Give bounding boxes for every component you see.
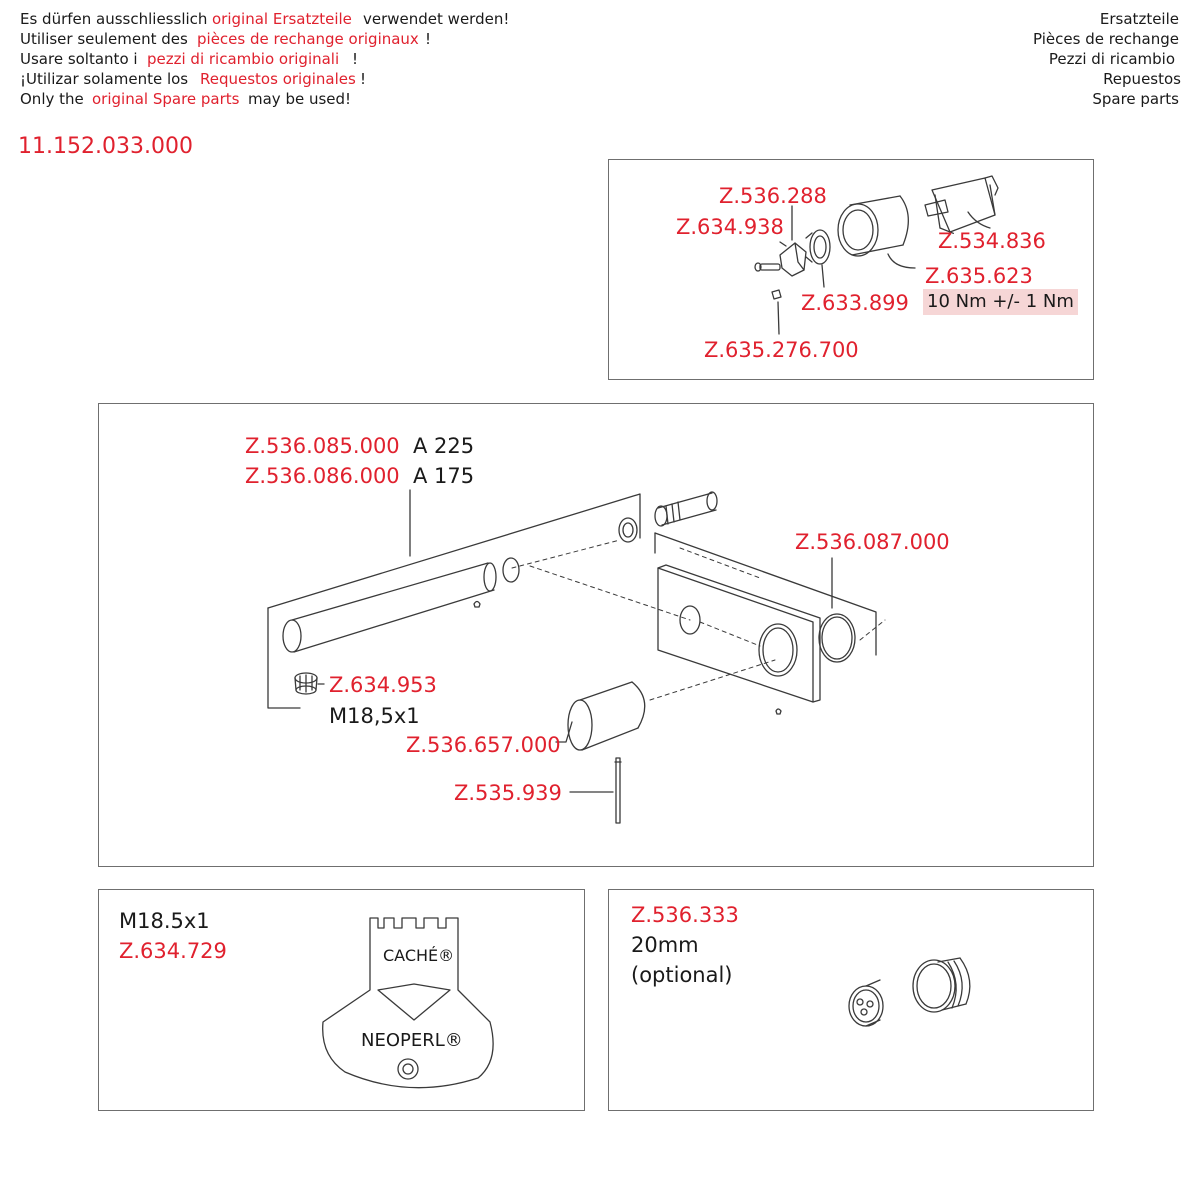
key-brand-cache: CACHÉ® (383, 946, 455, 965)
article-number: 11.152.033.000 (18, 134, 193, 159)
extension-size: 20mm (631, 933, 699, 957)
inlet-ring-drawing (619, 518, 637, 542)
label-spout-a175: Z.536.086.000 (245, 464, 400, 488)
label-key-part: Z.634.729 (119, 939, 227, 963)
nut-ring-drawing (806, 230, 830, 264)
torque-spec: 10 Nm +/- 1 Nm (927, 291, 1074, 312)
leader-z635623 (888, 254, 915, 268)
notice-line-en: Only the original Spare parts may be used! (20, 90, 352, 108)
leader-z634938 (780, 242, 786, 246)
wall-outline-left (268, 608, 300, 708)
leader-z534836 (968, 212, 990, 228)
label-pin: Z.535.939 (454, 781, 562, 805)
spout-oring-drawing (503, 558, 519, 582)
spout-drawing (283, 563, 496, 652)
aerator-drawing (295, 673, 317, 694)
leader-z635276700 (778, 302, 779, 334)
handle-drawing (568, 682, 645, 750)
spout-length-a225: A 225 (413, 434, 475, 458)
notice-line-it: Usare soltanto i pezzi di ricambio originali ! (20, 50, 359, 68)
label-z633899: Z.633.899 (801, 291, 909, 315)
extension-optional: (optional) (631, 963, 733, 987)
setscrew-drawing (772, 290, 781, 299)
label-plate: Z.536.087.000 (795, 530, 950, 554)
plate-oring-drawing (819, 614, 855, 662)
lever-block-drawing (780, 243, 806, 276)
aerator-thread: M18,5x1 (329, 704, 420, 728)
key-brand-neoperl: NEOPERL® (361, 1030, 463, 1051)
label-z536288: Z.536.288 (719, 184, 827, 208)
label-z635623: Z.635.623 (925, 264, 1033, 288)
leader-z633899 (822, 265, 824, 287)
key-thread: M18.5x1 (119, 909, 210, 933)
extension-part-small (849, 980, 883, 1026)
connector-tube-drawing (655, 492, 717, 526)
label-handle: Z.536.657.000 (406, 733, 561, 757)
cap-sleeve-drawing (838, 196, 908, 256)
notice-line-fr: Utiliser seulement des pièces de rechange originaux ! (20, 30, 432, 48)
notice-line-es: ¡Utilizar solamente los Requestos originales ! (20, 70, 367, 88)
label-aerator: Z.634.953 (329, 673, 437, 697)
label-z534836: Z.534.836 (938, 229, 1046, 253)
aerator-key-drawing (323, 918, 493, 1088)
pin-drawing (615, 758, 621, 823)
notice-line-de: Es dürfen ausschliesslich original Ersatzteile verwendet werden! (20, 10, 510, 28)
label-extension-part: Z.536.333 (631, 903, 739, 927)
cartridge-drawing (925, 176, 998, 233)
label-z635276700: Z.635.276.700 (704, 338, 859, 362)
label-z634938: Z.634.938 (676, 215, 784, 239)
wall-plate-outline (268, 494, 640, 608)
label-spout-a225: Z.536.085.000 (245, 434, 400, 458)
spout-length-a175: A 175 (413, 464, 475, 488)
screw-drawing (755, 263, 780, 271)
extension-part-large (913, 958, 970, 1012)
cover-plate-drawing (658, 565, 820, 714)
